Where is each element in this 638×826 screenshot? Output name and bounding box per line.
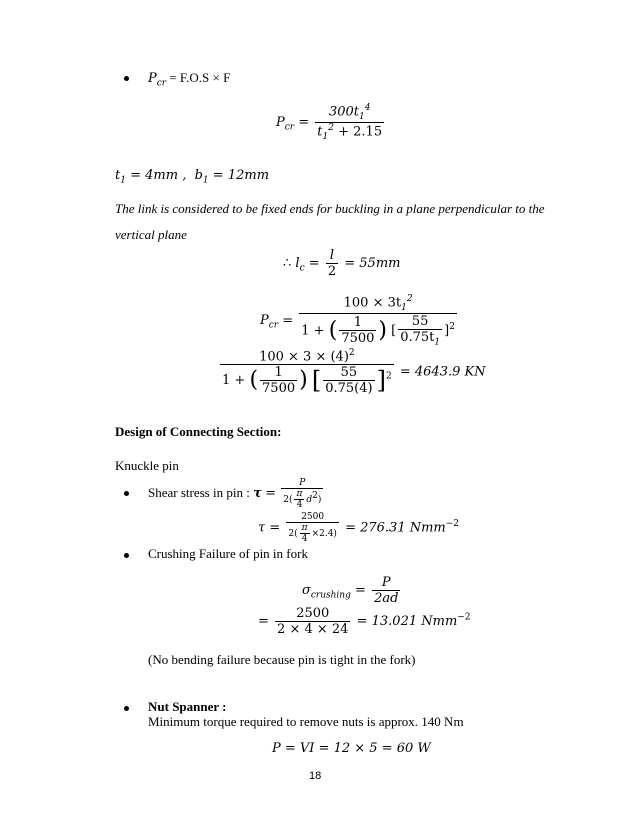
dimensions-line: $t_1 = 4mm$ , $b_1 = 12mm$	[115, 168, 270, 186]
nut-spanner-heading: Nut Spanner :	[148, 699, 227, 714]
page-number: 18	[309, 770, 322, 782]
bullet	[124, 706, 129, 711]
shear-stress-line: Shear stress in pin : τ = P 2( $\frac{\pi}{4}$ $d^2$)	[148, 478, 322, 510]
pcr-equation-1: $P_{cr}$ = $\frac{300t_1^4}{t_1^2 + 2.15}$	[276, 103, 383, 142]
connecting-section-heading: Design of Connecting Section:	[115, 424, 282, 439]
power-equation: P = VI = 12 × 5 = 60 W	[272, 741, 431, 756]
pcr-numeric-equation: $100 \times 3 \times (4)^2$ 1 + ( $\frac{1}{7500}$ ) [ $\frac{55}{0.75(4)}$ ]$^2$ = 4643.9 KN	[222, 348, 486, 397]
bullet	[124, 553, 129, 558]
crushing-stress-equation: $\sigma_{crushing}$ = $\frac{P}{2ad}$	[302, 575, 399, 606]
pcr-fraction: $\frac{300t_1^4}{t_1^2 + 2.15}$	[317, 103, 383, 142]
shear-stress-value: τ = 2500 2( $\frac{\pi}{4}$ ×2.4) = 276.31 Nmm$^{-2}$	[258, 512, 460, 544]
effective-length-equation: ∴ $l_c$ = $\frac{l}{2}$ = 55mm	[283, 248, 401, 279]
bullet	[124, 491, 129, 496]
pcr-equation-2: $P_{cr}$ = $100 \times 3t_1^2$ 1 + ( $\frac{1}{7500}$ ) [ $\frac{55}{0.75t_1}$ ]$^2$	[260, 294, 455, 348]
no-bending-note: (No bending failure because pin is tight in the fork)	[148, 652, 416, 667]
crushing-failure-label: Crushing Failure of pin in fork	[148, 546, 308, 561]
bullet	[124, 76, 129, 81]
pcr-symbol: $P_{cr}$	[148, 71, 167, 89]
knuckle-pin-label: Knuckle pin	[115, 458, 179, 473]
link-fixed-ends-paragraph: The link is considered to be fixed ends for buckling in a plane perpendicular to the vertical plane	[115, 201, 545, 242]
pcr-lhs: $P_{cr}$	[276, 114, 295, 133]
pcr-definition-line	[148, 70, 230, 89]
pcr-definition-text: = F.O.S × F	[169, 70, 231, 85]
crushing-stress-value: = $\frac{2500}{2 \times 4 \times 24}$ = 13.021 Nmm$^{-2}$	[258, 606, 471, 637]
torque-text: Minimum torque required to remove nuts is approx. 140 Nm	[148, 714, 464, 729]
